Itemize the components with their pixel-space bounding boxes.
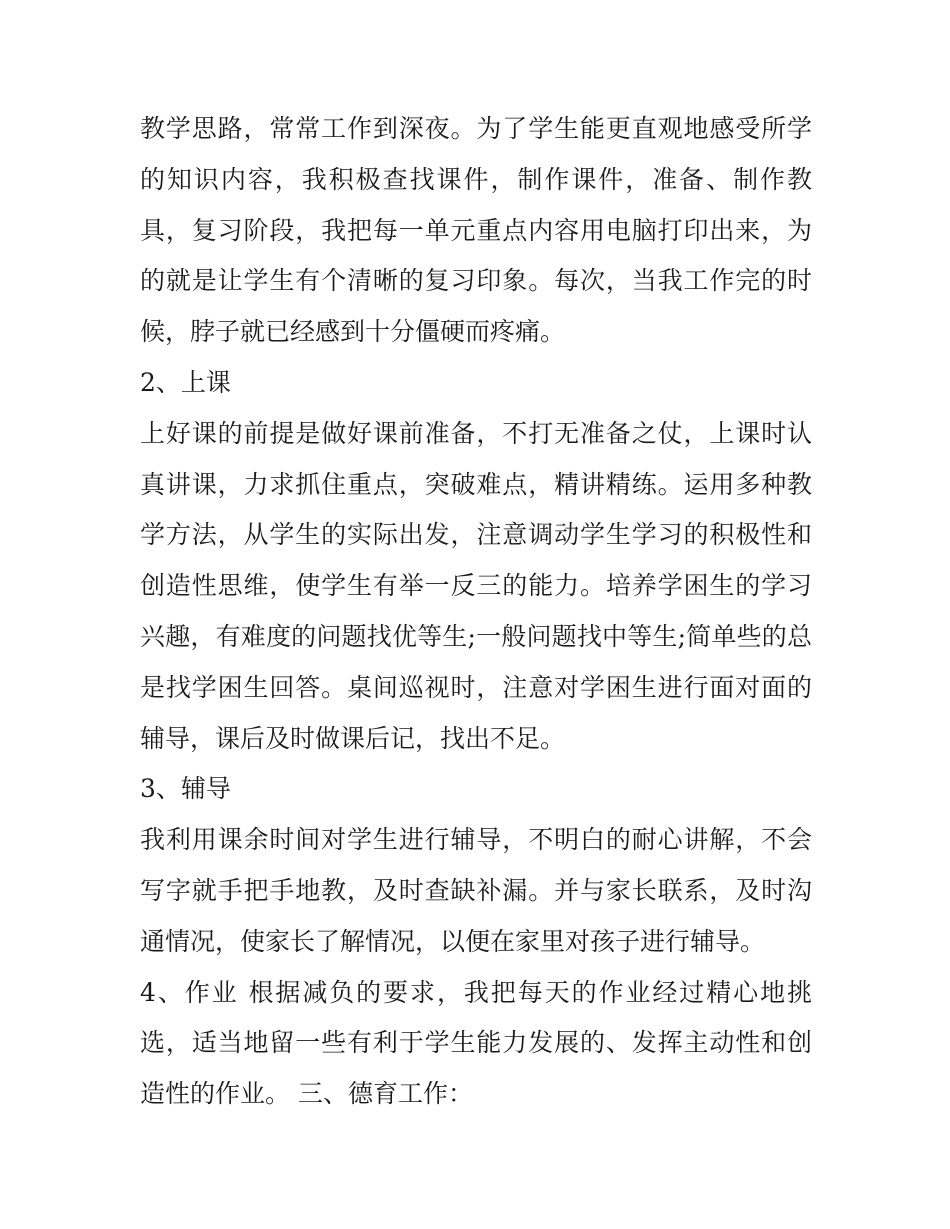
section-heading-lessons: 2、上课: [140, 367, 231, 397]
paragraph-lessons: 上好课的前提是做好课前准备，不打无准备之仗，上课时认真讲课，力求抓住重点，突破难点，精讲精练。运用多种教学方法，从学生的实际出发，注意调动学生学习的积极性和创造性思维，使学生有举一反三的能力。培养学困生的学习兴趣，有难度的问题找优等生;一般问题找中等生;简单些的总是找学困生回答。桌间巡视时，注意对学困生进行面对面的辅导，课后及时做课后记，找出不足。: [140, 418, 812, 753]
section-heading-tutoring: 3、辅导: [140, 774, 231, 804]
paragraph-homework: 4、作业 根据减负的要求，我把每天的作业经过精心地挑选，适当地留一些有利于学生能力发展的、发挥主动性和创造性的作业。 三、德育工作：: [140, 977, 812, 1109]
paragraph-tutoring: 我利用课余时间对学生进行辅导，不明白的耐心讲解，不会写字就手把手地教，及时查缺补漏。并与家长联系，及时沟通情况，使家长了解情况，以便在家里对孩子进行辅导。: [140, 825, 812, 956]
paragraph-teaching-prep: 教学思路，常常工作到深夜。为了学生能更直观地感受所学的知识内容，我积极查找课件，制作课件，准备、制作教具，复习阶段，我把每一单元重点内容用电脑打印出来，为的就是让学生有个清晰的复习印象。每次，当我工作完的时候，脖子就已经感到十分僵硬而疼痛。: [140, 114, 812, 347]
document-body: [140, 104, 812, 1120]
